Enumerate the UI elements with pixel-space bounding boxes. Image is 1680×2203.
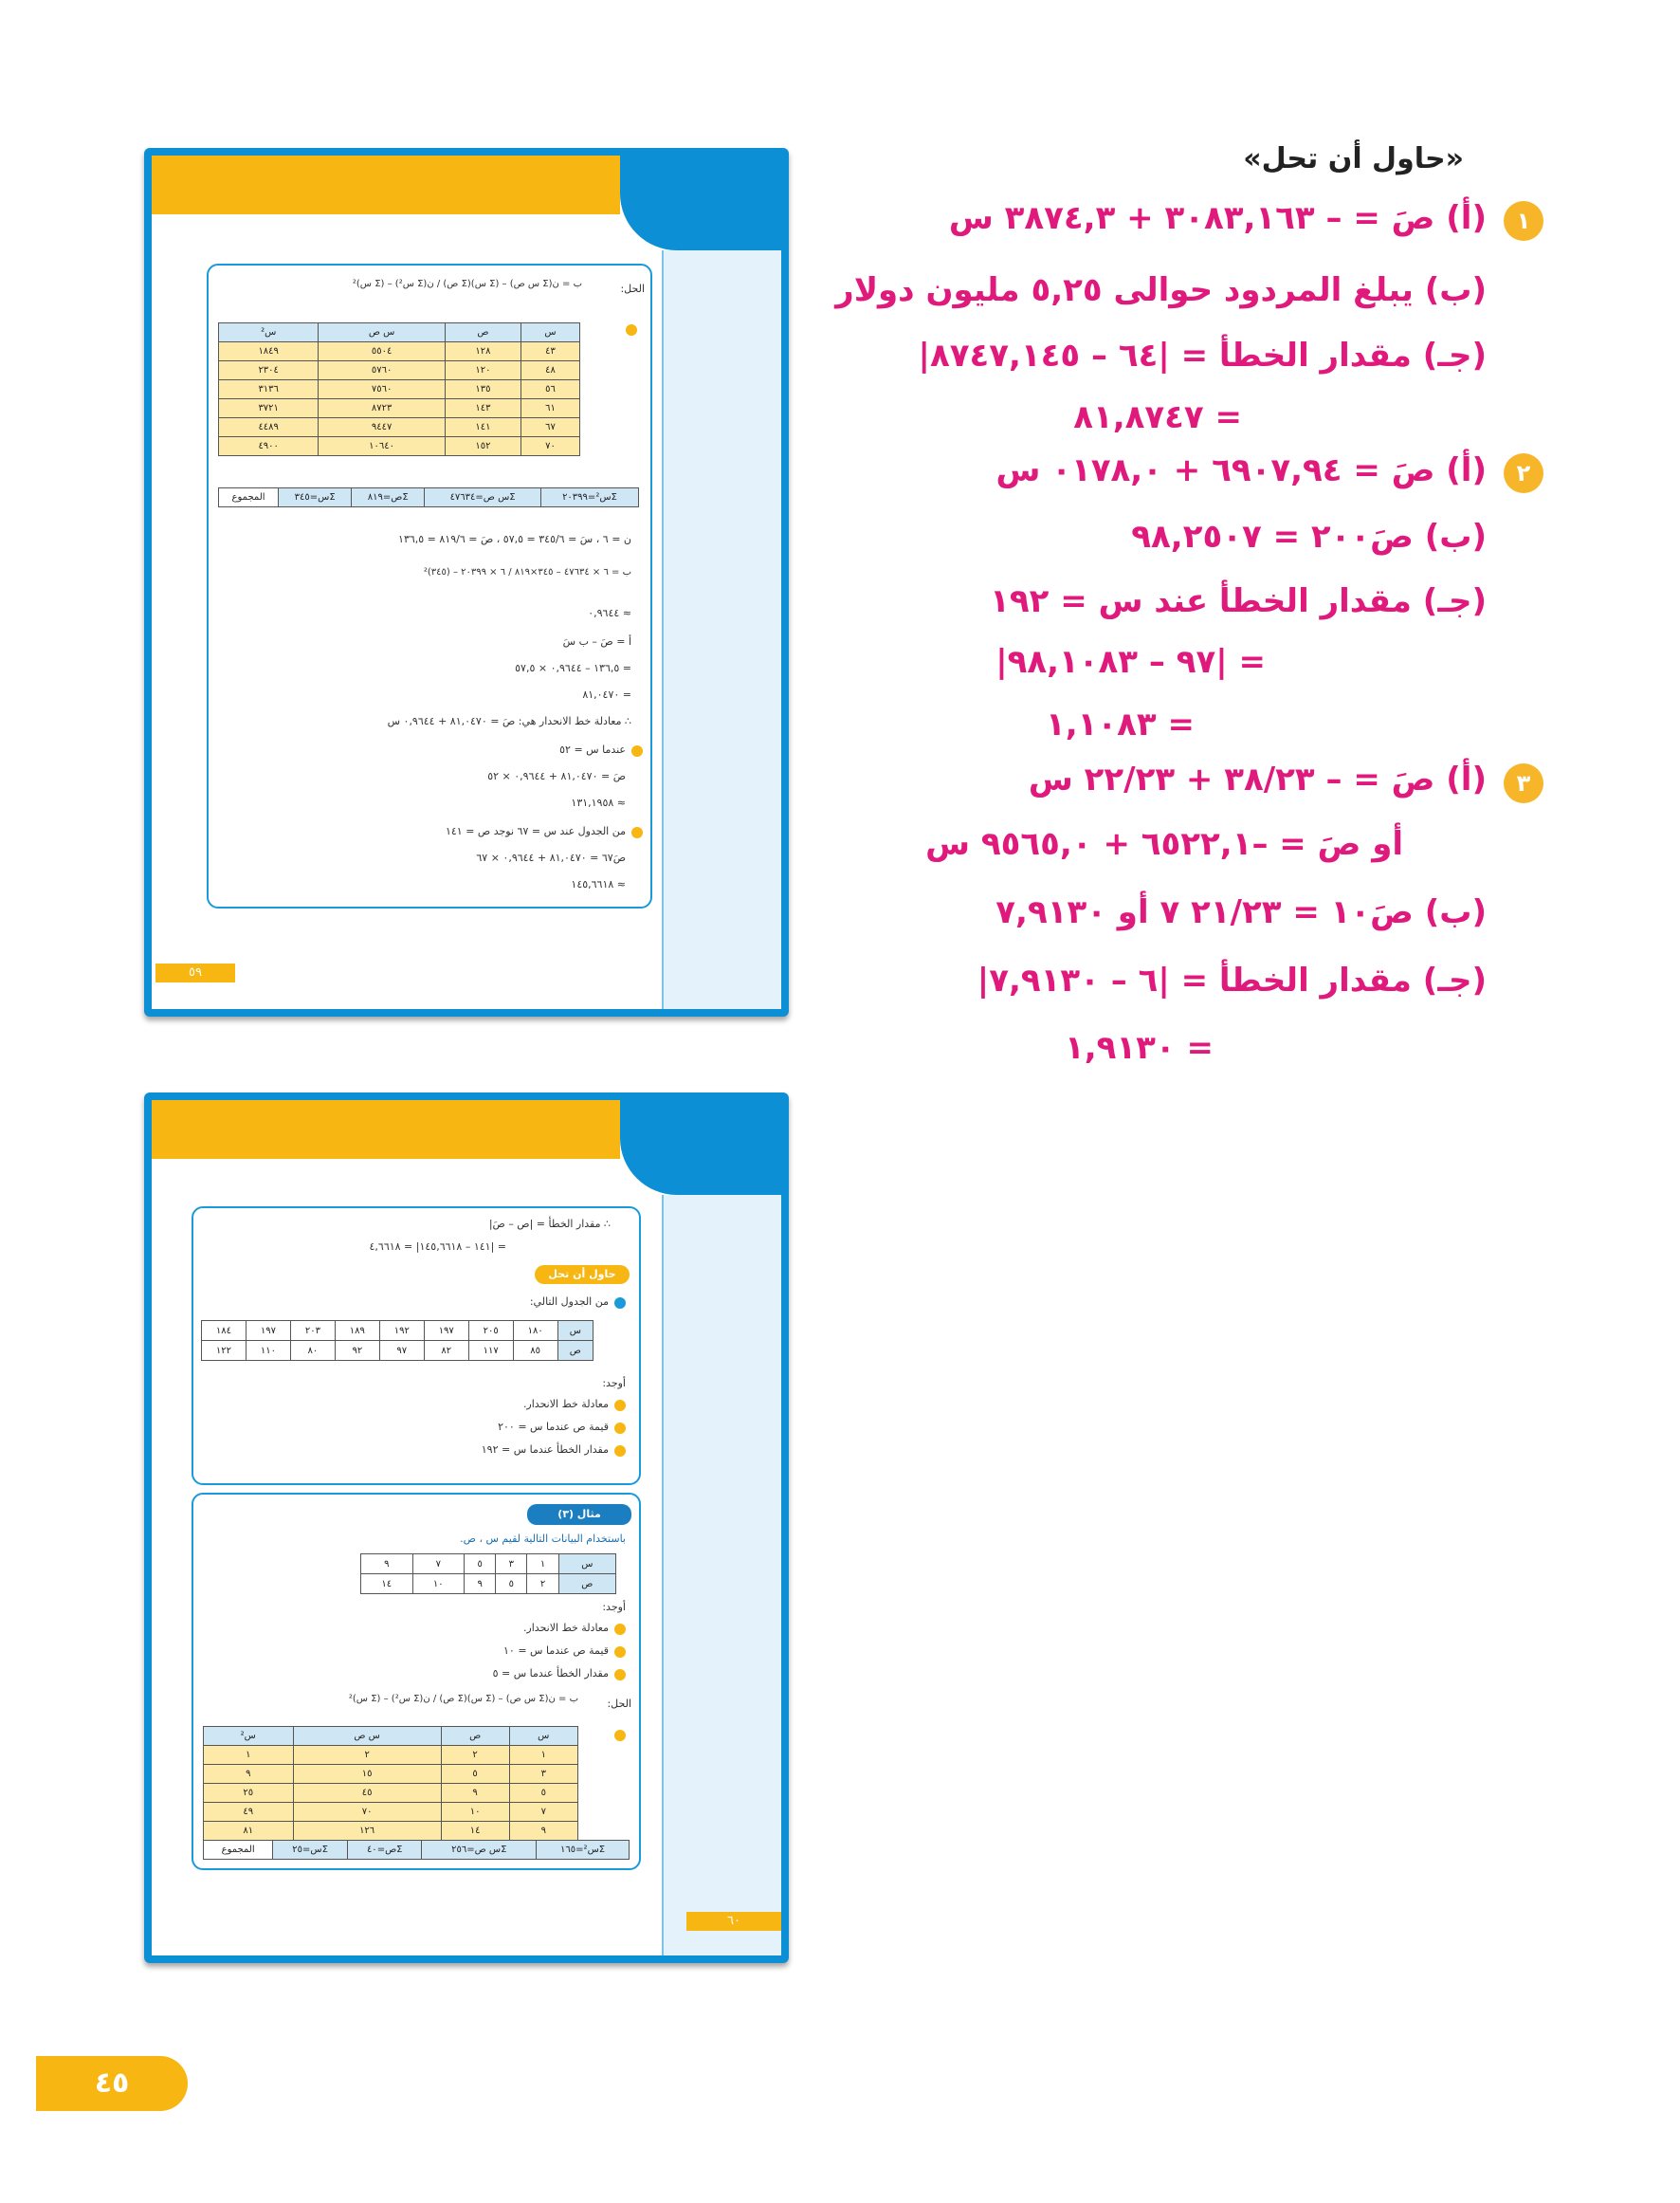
part-1-marker (614, 1730, 626, 1741)
page-59-content (152, 156, 781, 1009)
table-cell: ١٠ (441, 1803, 509, 1822)
data-table (218, 322, 580, 456)
table-cell: ٥ (496, 1574, 527, 1594)
error-line: = |١٤١ – ١٤٥,٦٦١٨| = ٤,٦٦١٨ (369, 1240, 506, 1253)
table-cell: ٦١ (521, 399, 580, 418)
table-cell: ٤٣ (521, 342, 580, 361)
find-item: معادلة خط الانحدار. (522, 1622, 609, 1634)
try-to-solve-heading: «حاول أن تحل» (1243, 142, 1464, 175)
table-cell: ص (557, 1341, 593, 1361)
table-cell: ١٣٥ (445, 380, 520, 399)
example-prompt: باستخدام البيانات التالية لقيم س ، ص. (460, 1533, 626, 1545)
q3-part-a: (أ) صَ = – ٣٨/٢٣ + ٢٢/٢٣ س (1028, 761, 1487, 799)
footer-page-number: ٤٥ (36, 2056, 188, 2111)
table-cell: ٨١ (204, 1822, 294, 1841)
table-cell: ١ (509, 1746, 577, 1765)
col-x: س (521, 323, 580, 342)
table-row (204, 1746, 578, 1765)
header-tab (620, 156, 781, 250)
col-xy: س ص (319, 323, 445, 342)
part-1-marker (626, 324, 637, 336)
table-cell: ١٨٤ (202, 1321, 247, 1341)
item-marker (614, 1669, 626, 1680)
table-cell: ٣١٣٦ (219, 380, 319, 399)
table-cell: ٢ (527, 1574, 558, 1594)
table-cell: ١٨٠ (513, 1321, 557, 1341)
example-data-table (360, 1553, 616, 1594)
table-cell: ٩٧ (379, 1341, 424, 1361)
table-cell: ٣ (496, 1554, 527, 1574)
calc-line: عندما س = ٥٢ (559, 744, 626, 756)
table-cell: ٤٤٨٩ (219, 418, 319, 437)
table-cell: ٢٥ (204, 1784, 294, 1803)
table-cell: ٨٧٢٣ (319, 399, 445, 418)
table-cell: ٢٣٠٤ (219, 361, 319, 380)
part-b-marker (631, 745, 643, 757)
item-marker (614, 1624, 626, 1635)
col-x2: س² (219, 323, 319, 342)
table-cell: س (509, 1727, 577, 1746)
find-item: قيمة ص عندما س = ٢٠٠ (498, 1421, 609, 1433)
table-cell: ٩ (361, 1554, 413, 1574)
part-c-marker (631, 827, 643, 838)
table-cell: ٨٥ (513, 1341, 557, 1361)
find-item: قيمة ص عندما س = ١٠ (503, 1644, 609, 1657)
find-item: مقدار الخطأ عندما س = ٥ (492, 1667, 609, 1680)
calc-line: = ١٣٦,٥ – ٠,٩٦٤٤ × ٥٧,٥ (515, 662, 631, 674)
part-2-marker (614, 1297, 626, 1309)
table-cell: ١٤ (441, 1822, 509, 1841)
col-y: ص (445, 323, 520, 342)
table-cell: س (557, 1321, 593, 1341)
solution-label: الحل: (607, 1698, 631, 1710)
table-cell: ٢٠٥ (468, 1321, 513, 1341)
table-cell: ٨٢ (424, 1341, 468, 1361)
find-item: مقدار الخطأ عندما س = ١٩٢ (481, 1443, 609, 1456)
table-cell: ١٢٦ (293, 1822, 441, 1841)
table-row (219, 399, 580, 418)
header-tab (620, 1100, 781, 1195)
table-row (219, 342, 580, 361)
table-cell: س (558, 1554, 615, 1574)
table-cell: ٧٠ (293, 1803, 441, 1822)
table-row (219, 437, 580, 456)
q1-part-b: (ب) يبلغ المردود حوالى ٥,٢٥ مليون دولار (835, 271, 1487, 309)
table-cell: Σس ص=٤٧٦٣٤ (425, 488, 541, 507)
table-cell: ٩ (441, 1784, 509, 1803)
table-cell: ٩ (509, 1822, 577, 1841)
table-cell: ٢ (293, 1746, 441, 1765)
table-cell: ١٩٢ (379, 1321, 424, 1341)
q2-part-c-difference: = |٩٧ – ٩٨,١٠٨٣| (995, 643, 1266, 681)
table-cell: Σس ص=٢٥٦ (422, 1841, 537, 1860)
calc-line: صَ٦٧ = ٨١,٠٤٧٠ + ٠,٩٦٤٤ × ٦٧ (476, 852, 626, 864)
table-cell: ٥٥٠٤ (319, 342, 445, 361)
table-cell: ٥٦ (521, 380, 580, 399)
table-cell: ص (441, 1727, 509, 1746)
table-cell: ٣ (509, 1765, 577, 1784)
header-band (152, 156, 620, 214)
table-cell: ١٤ (361, 1574, 413, 1594)
q3-part-c: (جـ) مقدار الخطأ = |٦ – ٧,٩١٣٠| (977, 962, 1487, 1000)
q1-part-c: (جـ) مقدار الخطأ = |٦٤ – ٨٧٤٧,١٤٥| (918, 337, 1487, 375)
slope-formula: ب = ن(Σ س ص) – (Σ س)(Σ ص) / ن(Σ س²) – (Σ س)² (348, 1694, 578, 1704)
table-cell: ٩ (465, 1574, 496, 1594)
totals-row (218, 487, 639, 507)
table-cell: المجموع (219, 488, 279, 507)
data-table (203, 1726, 578, 1841)
table-cell: ٢٠٣ (290, 1321, 335, 1341)
question-2-number: ٢ (1504, 453, 1543, 493)
table-cell: ١٨٤٩ (219, 342, 319, 361)
table-row (219, 418, 580, 437)
table-cell: ١٨٩ (335, 1321, 379, 1341)
totals-row (203, 1840, 630, 1860)
q3-part-b: (ب) صَ١٠ = ٢١/٢٣ ٧ أو ٧,٩١٣٠ (995, 893, 1487, 931)
side-margin (662, 250, 781, 1009)
table-cell: Σس=٣٤٥ (279, 488, 352, 507)
item-marker (614, 1423, 626, 1434)
table-cell: ٧٥٦٠ (319, 380, 445, 399)
table-cell: ٤٨ (521, 361, 580, 380)
calc-line: ن = ٦ ، سَ = ٣٤٥/٦ = ٥٧,٥ ، صَ = ٨١٩/٦ = ١٣٦,٥ (398, 533, 631, 545)
q1-part-a: (أ) صَ = – ٣٠٨٣,١٦٣ + ٣٨٧٤,٣ س (948, 199, 1487, 237)
try-prompt: من الجدول التالي: (529, 1295, 609, 1308)
calc-line: ≈ ١٣١,١٩٥٨ (571, 797, 626, 809)
table-cell: ٥ (465, 1554, 496, 1574)
q2-part-c: (جـ) مقدار الخطأ عند س = ١٩٢ (990, 582, 1487, 620)
item-marker (614, 1445, 626, 1457)
table-cell: ٧٠ (521, 437, 580, 456)
item-marker (614, 1400, 626, 1411)
find-item: معادلة خط الانحدار. (522, 1398, 609, 1410)
table-cell: ٥٧٦٠ (319, 361, 445, 380)
example-heading: مثال (٣) (527, 1504, 631, 1525)
regression-equation: ∴ معادلة خط الانحدار هي: صَ = ٨١,٠٤٧٠ + ٠,٩٦٤٤ س (387, 715, 631, 727)
table-cell: Σص=٤٠ (347, 1841, 421, 1860)
calc-line: من الجدول عند س = ٦٧ نوجد ص = ١٤١ (445, 825, 626, 837)
header-band (152, 1100, 620, 1159)
table-cell: Σس²=١٦٥ (537, 1841, 630, 1860)
table-cell: ١٤١ (445, 418, 520, 437)
slope-formula: ب = ن(Σ س ص) – (Σ س)(Σ ص) / ن(Σ س²) – (Σ س)² (352, 279, 582, 289)
find-label: أوجد: (602, 1377, 626, 1389)
table-cell: Σس=٢٥ (273, 1841, 348, 1860)
table-cell: ٤٩ (204, 1803, 294, 1822)
table-cell: ٩ (204, 1765, 294, 1784)
table-cell: ١١٧ (468, 1341, 513, 1361)
q2-part-b: (ب) صَ٢٠٠ = ٩٨,٢٥٠٧ (1131, 518, 1487, 556)
table-cell: ١٥٢ (445, 437, 520, 456)
calc-line: ب = ٦ × ٤٧٦٣٤ – ٣٤٥×٨١٩ / ٦ × ٢٠٣٩٩ – (٣٤٥)² (423, 567, 631, 578)
table-cell: ١٠٦٤٠ (319, 437, 445, 456)
table-cell: ١٢٢ (202, 1341, 247, 1361)
calc-line: = ٨١,٠٤٧٠ (582, 688, 631, 701)
table-cell: ١٤٣ (445, 399, 520, 418)
table-row (204, 1822, 578, 1841)
calc-line: ≈ ٠,٩٦٤٤ (588, 607, 631, 619)
table-cell: ٧ (509, 1803, 577, 1822)
q3-part-a-alt: أو صَ = –٦٥٢٢,١ + ٩٥٦٥,٠ س (925, 825, 1403, 863)
table-cell: المجموع (204, 1841, 273, 1860)
try-box (192, 1206, 641, 1485)
page-60-content (152, 1100, 781, 1955)
question-3-number: ٣ (1504, 763, 1543, 803)
table-cell: ١٢٨ (445, 342, 520, 361)
table-cell: س² (204, 1727, 294, 1746)
table-row (204, 1803, 578, 1822)
table-cell: ١ (204, 1746, 294, 1765)
page-59-thumbnail (144, 148, 789, 1017)
table-cell: ١٩٧ (424, 1321, 468, 1341)
error-line: ∴ مقدار الخطأ = |ص – صَ| (488, 1218, 611, 1230)
table-cell: ٦٧ (521, 418, 580, 437)
table-cell: ٩٢ (335, 1341, 379, 1361)
item-marker (614, 1646, 626, 1658)
table-cell: ٧ (412, 1554, 465, 1574)
example-box (192, 1493, 641, 1870)
try-data-table (201, 1320, 593, 1361)
table-cell: ٣٧٢١ (219, 399, 319, 418)
table-cell: س ص (293, 1727, 441, 1746)
table-cell: ١ (527, 1554, 558, 1574)
table-cell: ٢ (441, 1746, 509, 1765)
table-cell: ١٥ (293, 1765, 441, 1784)
table-cell: ٥ (441, 1765, 509, 1784)
table-cell: ٩٤٤٧ (319, 418, 445, 437)
table-cell: ص (558, 1574, 615, 1594)
table-cell: Σس²=٢٠٣٩٩ (540, 488, 638, 507)
table-row (219, 361, 580, 380)
side-margin (662, 1195, 781, 1955)
table-cell: ٨٠ (290, 1341, 335, 1361)
calc-line: أ = صَ – ب سَ (562, 635, 631, 648)
table-cell: ٥ (509, 1784, 577, 1803)
q2-part-a: (أ) صَ = ٦٩٠٧,٩٤ + ٠١٧٨,٠ س (995, 451, 1487, 489)
solution-label: الحل: (620, 283, 645, 295)
solution-box (207, 264, 652, 909)
table-cell: ٤٩٠٠ (219, 437, 319, 456)
find-label: أوجد: (602, 1601, 626, 1613)
try-heading: حاول أن تحل (535, 1265, 630, 1284)
table-cell: Σص=٨١٩ (352, 488, 425, 507)
q3-part-c-result: = ١,٩١٣٠ (1064, 1029, 1214, 1067)
question-1-number: ١ (1504, 201, 1543, 241)
page-number: ٦٠ (686, 1912, 781, 1931)
table-cell: ١١٠ (246, 1341, 290, 1361)
page-60-thumbnail (144, 1092, 789, 1963)
table-row (204, 1765, 578, 1784)
page-number: ٥٩ (155, 964, 235, 982)
table-cell: ٤٥ (293, 1784, 441, 1803)
table-cell: ١٠ (412, 1574, 465, 1594)
table-cell: ١٢٠ (445, 361, 520, 380)
table-row (204, 1784, 578, 1803)
calc-line: صَ = ٨١,٠٤٧٠ + ٠,٩٦٤٤ × ٥٢ (487, 770, 626, 782)
table-cell: ١٩٧ (246, 1321, 290, 1341)
q2-part-c-result: = ١,١٠٨٣ (1045, 706, 1195, 744)
q1-part-c-result: = ٨١,٨٧٤٧ (1073, 398, 1242, 436)
calc-line: ≈ ١٤٥,٦٦١٨ (571, 878, 626, 890)
table-row (219, 380, 580, 399)
